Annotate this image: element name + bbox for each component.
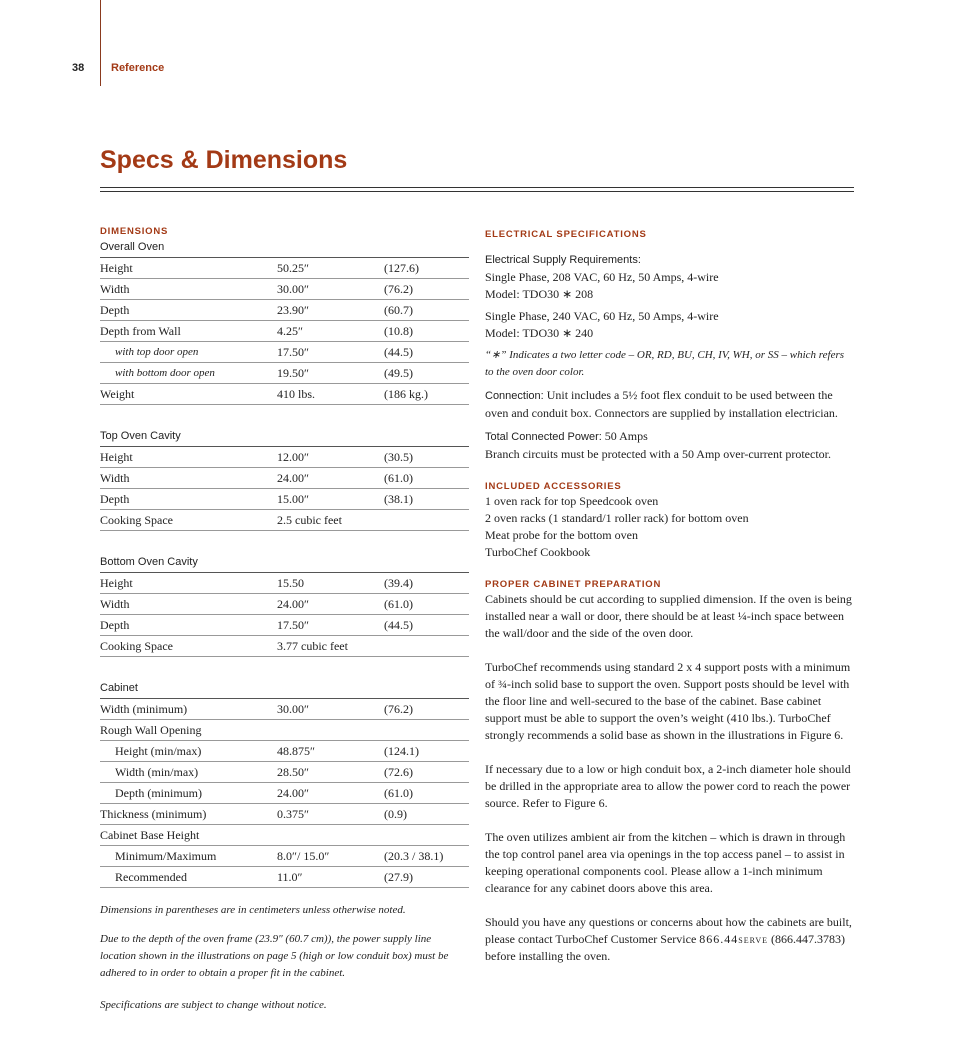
note-frame-depth: Due to the depth of the oven frame (23.9″ (60.7 cm)), the power supply line location shown in the illustrations on page 5 (high or low conduit box) must be adhered to in order to obtain a proper fit in the cabinet. bbox=[100, 933, 449, 979]
table-row bbox=[100, 510, 469, 531]
row-label: Recommended bbox=[115, 870, 187, 884]
power-text: 50 Amps bbox=[601, 429, 648, 443]
header-divider bbox=[100, 0, 101, 86]
row-inches: 11.0″ bbox=[277, 870, 303, 884]
row-cm: (61.0) bbox=[384, 597, 413, 611]
branch-text: Branch circuits must be protected with a 50 Amp over-current protector. bbox=[485, 447, 831, 461]
supply-208-model: Model: TDO30 ∗ 208 bbox=[485, 287, 594, 301]
table-row bbox=[100, 699, 469, 720]
connection-text: Unit includes a 5½ foot flex conduit to be used between the oven and conduit box. Connectors are supplied by installation electrician. bbox=[485, 388, 838, 420]
row-inches: 2.5 cubic feet bbox=[277, 513, 342, 527]
row-inches: 12.00″ bbox=[277, 450, 309, 464]
bottom-cavity-label: Bottom Oven Cavity bbox=[100, 552, 469, 573]
electrical-supply-240 bbox=[485, 308, 855, 342]
row-inches: 19.50″ bbox=[277, 366, 309, 380]
row-inches: 50.25″ bbox=[277, 261, 309, 275]
top-cavity-label: Top Oven Cavity bbox=[100, 426, 469, 447]
table-row bbox=[100, 762, 469, 783]
contact-paragraph bbox=[485, 914, 855, 965]
row-label: Width bbox=[100, 471, 130, 485]
row-label: Depth bbox=[100, 492, 130, 506]
row-label: Depth from Wall bbox=[100, 324, 181, 338]
cabinet-table bbox=[100, 699, 469, 888]
row-cm: (76.2) bbox=[384, 282, 413, 296]
list-item: Meat probe for the bottom oven bbox=[485, 528, 638, 542]
title-rule-bottom bbox=[100, 191, 854, 192]
row-inches bbox=[277, 720, 384, 740]
row-inches: 24.00″ bbox=[277, 597, 309, 611]
row-cm bbox=[384, 510, 469, 530]
row-cm bbox=[384, 636, 469, 656]
list-item: TurboChef Cookbook bbox=[485, 545, 591, 559]
note-specs-change: Specifications are subject to change without notice. bbox=[100, 999, 327, 1011]
row-inches: 30.00″ bbox=[277, 282, 309, 296]
row-label: Width (minimum) bbox=[100, 702, 188, 716]
table-row bbox=[100, 489, 469, 510]
row-label: with top door open bbox=[115, 346, 199, 358]
section-label: Reference bbox=[111, 62, 165, 74]
row-label: Width bbox=[100, 597, 130, 611]
table-row bbox=[100, 846, 469, 867]
row-cm: (60.7) bbox=[384, 303, 413, 317]
row-label: Depth bbox=[100, 618, 130, 632]
table-row bbox=[100, 258, 469, 279]
row-inches: 410 lbs. bbox=[277, 387, 316, 401]
row-label: with bottom door open bbox=[115, 367, 215, 379]
row-inches: 15.00″ bbox=[277, 492, 309, 506]
table-row bbox=[100, 342, 469, 363]
table-row bbox=[100, 573, 469, 594]
cabinet-prep-paragraph: TurboChef recommends using standard 2 x 4 support posts with a minimum of ¾-inch solid base to support the oven. Support posts should be level with the floor line and well-secured to the base of the cabinet. Base cabinet support must be able to support the oven’s weight (410 lbs.). TurboChef strongly recommends a solid base as shown in the illustrations in Figure 6. bbox=[485, 660, 851, 742]
list-item: 1 oven rack for top Speedcook oven bbox=[485, 494, 659, 508]
row-inches: 23.90″ bbox=[277, 303, 309, 317]
dimensions-heading: DIMENSIONS bbox=[100, 226, 169, 237]
row-cm: (49.5) bbox=[384, 366, 413, 380]
row-inches: 0.375″ bbox=[277, 807, 309, 821]
page-number: 38 bbox=[72, 62, 85, 74]
bottom-cavity-table bbox=[100, 573, 469, 657]
overall-oven-label: Overall Oven bbox=[100, 237, 469, 258]
row-cm bbox=[384, 720, 469, 740]
row-cm: (186 kg.) bbox=[384, 387, 428, 401]
row-cm: (10.8) bbox=[384, 324, 413, 338]
row-label: Height bbox=[100, 261, 133, 275]
overall-oven-table bbox=[100, 258, 469, 405]
electrical-supply bbox=[485, 251, 855, 303]
row-cm: (27.9) bbox=[384, 870, 413, 884]
row-label: Thickness (minimum) bbox=[100, 807, 207, 821]
row-cm: (44.5) bbox=[384, 345, 413, 359]
cabinet-label: Cabinet bbox=[100, 678, 469, 699]
row-label: Weight bbox=[100, 387, 135, 401]
contact-text: Should you have any questions or concerns about how the cabinets are built, please contact TurboChef Customer Service bbox=[485, 915, 852, 946]
power-paragraph bbox=[485, 428, 855, 463]
row-cm: (39.4) bbox=[384, 576, 413, 590]
row-cm: (124.1) bbox=[384, 744, 419, 758]
electrical-heading: ELECTRICAL SPECIFICATIONS bbox=[485, 229, 647, 240]
row-label: Rough Wall Opening bbox=[100, 723, 202, 737]
row-inches: 17.50″ bbox=[277, 345, 309, 359]
table-row bbox=[100, 615, 469, 636]
supply-240-model: Model: TDO30 ∗ 240 bbox=[485, 326, 594, 340]
table-row bbox=[100, 867, 469, 888]
row-inches: 8.0″/ 15.0″ bbox=[277, 849, 330, 863]
row-label: Width (min/max) bbox=[115, 765, 199, 779]
power-label: Total Connected Power: bbox=[485, 431, 602, 443]
table-row bbox=[100, 384, 469, 405]
row-inches: 30.00″ bbox=[277, 702, 309, 716]
table-row bbox=[100, 783, 469, 804]
table-row bbox=[100, 825, 469, 846]
row-inches: 4.25″ bbox=[277, 324, 303, 338]
contact-phone: 866.44serve bbox=[699, 932, 768, 946]
row-label: Cooking Space bbox=[100, 513, 173, 527]
accessories-list bbox=[485, 493, 855, 561]
row-cm: (44.5) bbox=[384, 618, 413, 632]
cabinet-prep-heading: PROPER CABINET PREPARATION bbox=[485, 579, 662, 590]
connection-label: Connection: bbox=[485, 390, 544, 402]
row-inches: 28.50″ bbox=[277, 765, 309, 779]
table-row bbox=[100, 468, 469, 489]
note-centimeters: Dimensions in parentheses are in centimeters unless otherwise noted. bbox=[100, 904, 406, 916]
table-row bbox=[100, 804, 469, 825]
cabinet-prep-paragraph: The oven utilizes ambient air from the kitchen – which is drawn in through the top control panel area via openings in the top access panel – to assist in keeping operational components cool. Please allow a 1-inch minimum clearance for any cabinet doors above this area. bbox=[485, 830, 846, 895]
top-cavity-table bbox=[100, 447, 469, 531]
specs-column bbox=[485, 229, 855, 965]
table-row bbox=[100, 594, 469, 615]
row-label: Width bbox=[100, 282, 130, 296]
row-label: Depth bbox=[100, 303, 130, 317]
row-label: Cooking Space bbox=[100, 639, 173, 653]
row-cm: (38.1) bbox=[384, 492, 413, 506]
row-cm: (127.6) bbox=[384, 261, 419, 275]
row-label: Minimum/Maximum bbox=[115, 849, 217, 863]
row-inches bbox=[277, 825, 384, 845]
table-row bbox=[100, 279, 469, 300]
row-inches: 3.77 cubic feet bbox=[277, 639, 348, 653]
row-label: Height bbox=[100, 450, 133, 464]
row-inches: 24.00″ bbox=[277, 786, 309, 800]
accessories-heading: INCLUDED ACCESSORIES bbox=[485, 481, 622, 492]
page-title: Specs & Dimensions bbox=[100, 146, 348, 174]
table-row bbox=[100, 636, 469, 657]
row-label: Height (min/max) bbox=[115, 744, 202, 758]
row-cm: (0.9) bbox=[384, 807, 407, 821]
supply-208-line1: Single Phase, 208 VAC, 60 Hz, 50 Amps, 4-wire bbox=[485, 270, 719, 284]
row-cm: (72.6) bbox=[384, 765, 413, 779]
row-inches: 15.50 bbox=[277, 576, 304, 590]
cabinet-prep-paragraph: If necessary due to a low or high conduit box, a 2-inch diameter hole should be drilled in the appropriate area to allow the power cord to reach the power source. Refer to Figure 6. bbox=[485, 762, 851, 810]
row-inches: 48.875″ bbox=[277, 744, 315, 758]
connection-paragraph bbox=[485, 387, 855, 422]
row-label: Cabinet Base Height bbox=[100, 828, 200, 842]
list-item: 2 oven racks (1 standard/1 roller rack) for bottom oven bbox=[485, 511, 749, 525]
title-rule-top bbox=[100, 187, 854, 188]
table-row bbox=[100, 300, 469, 321]
row-cm: (61.0) bbox=[384, 786, 413, 800]
cabinet-prep-paragraph: Cabinets should be cut according to supplied dimension. If the oven is being installed near a wall or door, there should be at least ¼-inch space between the wall/door and the side of the oven door. bbox=[485, 592, 852, 640]
contact-text-end: (866.447.3783) before installing the oven. bbox=[485, 932, 845, 963]
table-row bbox=[100, 447, 469, 468]
table-row bbox=[100, 741, 469, 762]
dimensions-column bbox=[100, 226, 469, 1014]
row-label: Depth (minimum) bbox=[115, 786, 202, 800]
supply-240-line1: Single Phase, 240 VAC, 60 Hz, 50 Amps, 4-wire bbox=[485, 309, 719, 323]
asterisk-note: “∗” Indicates a two letter code – OR, RD, BU, CH, IV, WH, or SS – which refers to the oven door color. bbox=[485, 349, 845, 378]
row-cm: (20.3 / 38.1) bbox=[384, 849, 444, 863]
supply-label: Electrical Supply Requirements: bbox=[485, 254, 641, 266]
row-cm: (30.5) bbox=[384, 450, 413, 464]
row-label: Height bbox=[100, 576, 133, 590]
row-cm: (76.2) bbox=[384, 702, 413, 716]
table-row bbox=[100, 720, 469, 741]
row-cm: (61.0) bbox=[384, 471, 413, 485]
row-cm bbox=[384, 825, 469, 845]
table-row bbox=[100, 321, 469, 342]
row-inches: 17.50″ bbox=[277, 618, 309, 632]
row-inches: 24.00″ bbox=[277, 471, 309, 485]
table-row bbox=[100, 363, 469, 384]
